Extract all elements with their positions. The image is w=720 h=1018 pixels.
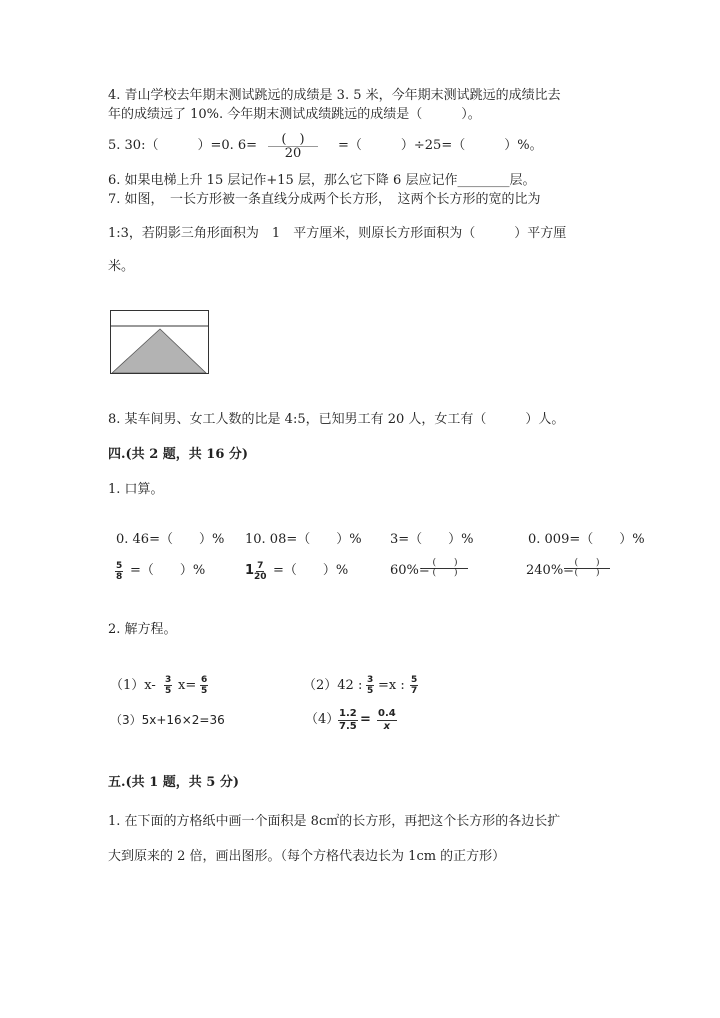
oral-item: =（ ）% <box>273 563 349 578</box>
q4-line1: 4. 青山学校去年期末测试跳远的成绩是 3. 5 米，今年期末测试跳远的成绩比去 <box>108 88 561 103</box>
fraction <box>377 708 397 733</box>
q7-line2: 1:3，若阴影三角形面积为 1 平方厘米，则原长方形面积为（ ）平方厘 <box>108 226 567 241</box>
denominator: 5 <box>201 686 208 696</box>
denominator: ( ) <box>432 568 458 578</box>
numerator: 5 <box>116 561 123 571</box>
fraction <box>366 675 374 696</box>
q6-text: 6. 如果电梯上升 15 层记作+15 层，那么它下降 6 层应记作________层。 <box>108 173 536 188</box>
numerator: 5 <box>411 675 418 685</box>
q7-line3: 米。 <box>108 259 135 274</box>
fraction <box>200 675 208 696</box>
fraction-7-20 <box>254 561 267 582</box>
numerator: 1.2 <box>339 708 357 719</box>
numerator: 6 <box>201 675 208 685</box>
blank-fraction <box>422 559 468 578</box>
q5-frac-den: 20 <box>284 146 302 161</box>
q5-fraction <box>268 133 318 160</box>
oral-item: 60%= <box>390 563 430 578</box>
shaded-triangle <box>112 329 206 373</box>
denominator: ( ) <box>574 568 600 578</box>
equals-sign: = <box>360 712 371 727</box>
fraction <box>338 708 358 733</box>
numerator: ( ) <box>422 559 468 569</box>
equations-title: 2. 解方程。 <box>108 622 177 637</box>
q51-line1: 1. 在下面的方格纸中画一个面积是 8c㎡的长方形，再把这个长方形的各边长扩 <box>108 814 561 829</box>
fraction <box>164 675 172 696</box>
whole-number: 1 <box>245 563 255 578</box>
q5-frac-num: ( ) <box>268 133 318 147</box>
section5-title: 五.(共 1 题，共 5 分) <box>108 775 240 790</box>
fraction <box>410 675 418 696</box>
fraction-5-8 <box>115 561 123 582</box>
q51-line2: 大到原来的 2 倍，画出图形。（每个方格代表边长为 1cm 的正方形） <box>108 849 506 864</box>
numerator: ( ) <box>564 559 610 569</box>
denominator: 7.5 <box>339 721 357 732</box>
rectangle-triangle-figure <box>108 308 212 376</box>
denominator: x <box>383 721 391 732</box>
eq2-left: （2）42 : <box>303 678 363 693</box>
oral-item: =（ ）% <box>130 563 206 578</box>
numerator: 7 <box>257 561 264 571</box>
section4-title: 四.(共 2 题，共 16 分) <box>108 447 249 462</box>
denominator: 8 <box>116 572 123 582</box>
denominator: 7 <box>411 686 418 696</box>
eq1-left: （1）x- <box>110 678 156 693</box>
blank-fraction <box>564 559 610 578</box>
oral-item: 3=（ ）% <box>390 532 474 547</box>
oral-item: 10. 08=（ ）% <box>245 532 362 547</box>
denominator: 5 <box>165 686 172 696</box>
eq1-mid: x= <box>178 678 197 693</box>
oral-item: 0. 46=（ ）% <box>116 532 225 547</box>
eq3: （3）5x+16×2=36 <box>110 713 225 727</box>
q5-part1: 5. 30:（ ）=0. 6= <box>108 138 258 153</box>
q8-text: 8. 某车间男、女工人数的比是 4:5，已知男工有 20 人，女工有（ ）人。 <box>108 412 565 427</box>
numerator: 3 <box>165 675 172 685</box>
denominator: 20 <box>254 572 267 582</box>
q7-line1: 7. 如图， 一长方形被一条直线分成两个长方形， 这两个长方形的宽的比为 <box>108 192 541 207</box>
q4-line2: 年的成绩远了 10%. 今年期末测试成绩跳远的成绩是（ ）。 <box>108 107 481 122</box>
oral-title: 1. 口算。 <box>108 482 164 497</box>
numerator: 3 <box>367 675 374 685</box>
eq2-mid: =x : <box>378 678 405 693</box>
eq4-label: （4） <box>305 712 340 727</box>
numerator: 0.4 <box>378 708 396 719</box>
oral-item: 240%= <box>526 563 575 578</box>
oral-item: 0. 009=（ ）% <box>528 532 645 547</box>
q5-part2: =（ ）÷25=（ ）%。 <box>338 138 543 153</box>
denominator: 5 <box>367 686 374 696</box>
